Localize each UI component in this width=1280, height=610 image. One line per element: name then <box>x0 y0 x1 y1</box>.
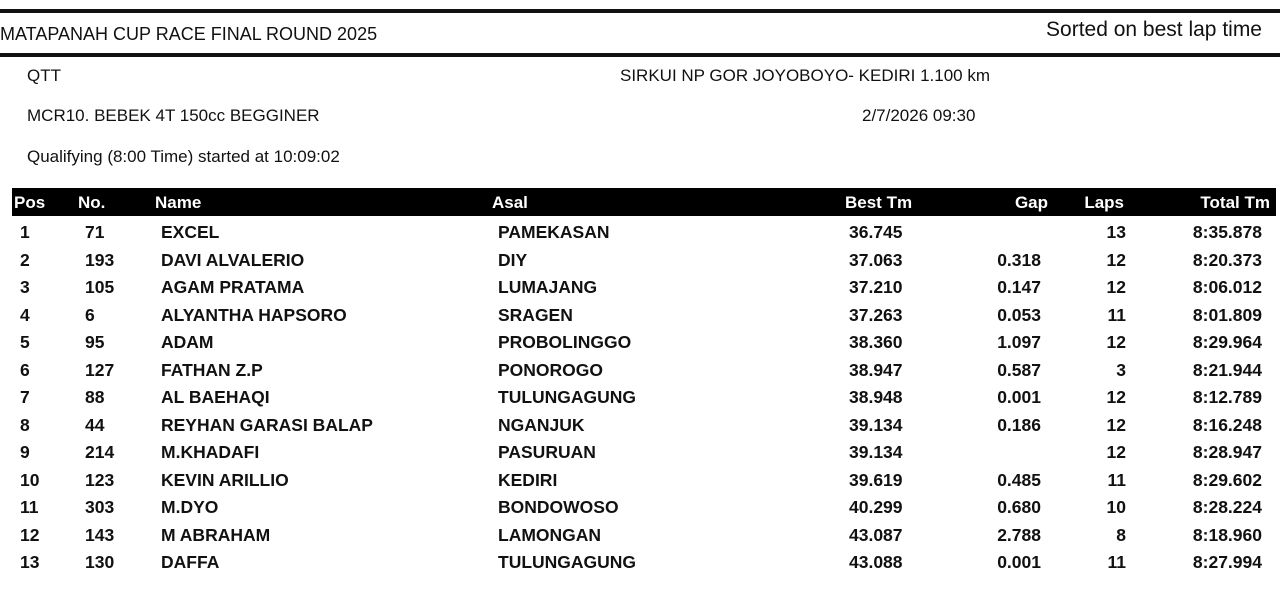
cell-total-time: 8:29.964 <box>1192 332 1262 352</box>
cell-pos: 13 <box>20 552 40 572</box>
table-row <box>12 328 1276 356</box>
results-table-body <box>12 218 1276 576</box>
cell-number: 105 <box>85 277 115 297</box>
session-type: QTT <box>27 66 61 85</box>
cell-best-time: 39.619 <box>849 469 903 490</box>
cell-laps: 12 <box>1106 332 1126 352</box>
table-row <box>12 301 1276 329</box>
cell-laps: 12 <box>1106 442 1126 462</box>
cell-gap: 0.001 <box>997 387 1041 407</box>
cell-gap: 0.680 <box>997 497 1041 517</box>
cell-pos: 3 <box>20 277 30 297</box>
col-header-origin: Asal <box>492 193 528 212</box>
col-header-laps: Laps <box>1084 193 1124 212</box>
cell-name: ADAM <box>161 332 214 352</box>
results-table-header <box>12 188 1276 216</box>
cell-pos: 10 <box>20 469 40 490</box>
cell-best-time: 37.063 <box>849 249 903 270</box>
table-row <box>12 466 1276 494</box>
cell-number: 127 <box>85 359 115 380</box>
cell-best-time: 36.745 <box>849 222 903 242</box>
header-divider <box>0 53 1280 57</box>
cell-pos: 7 <box>20 387 30 407</box>
cell-number: 95 <box>85 332 105 352</box>
cell-name: FATHAN Z.P <box>161 359 263 380</box>
cell-gap: 0.318 <box>997 249 1041 270</box>
cell-laps: 12 <box>1106 277 1126 297</box>
cell-origin: DIY <box>498 249 528 270</box>
cell-best-time: 40.299 <box>849 497 903 517</box>
cell-name: M ABRAHAM <box>161 524 271 545</box>
cell-best-time: 39.134 <box>849 414 903 435</box>
cell-origin: BONDOWOSO <box>498 497 619 517</box>
cell-number: 71 <box>85 222 105 242</box>
cell-laps: 8 <box>1116 524 1126 545</box>
session-start: Qualifying (8:00 Time) started at 10:09:02 <box>27 147 340 166</box>
col-header-gap: Gap <box>1014 193 1048 212</box>
cell-number: 123 <box>85 469 115 490</box>
cell-best-time: 38.947 <box>849 359 903 380</box>
col-header-best-time: Best Tm <box>845 193 913 212</box>
cell-gap: 1.097 <box>997 332 1041 352</box>
cell-origin: TULUNGAGUNG <box>498 552 637 572</box>
cell-origin: NGANJUK <box>498 414 585 435</box>
cell-best-time: 43.088 <box>849 552 903 572</box>
cell-number: 6 <box>85 304 95 325</box>
cell-total-time: 8:12.789 <box>1192 387 1262 407</box>
cell-total-time: 8:18.960 <box>1192 524 1262 545</box>
cell-origin: PONOROGO <box>498 359 604 380</box>
cell-total-time: 8:28.947 <box>1192 442 1262 462</box>
cell-total-time: 8:06.012 <box>1192 277 1262 297</box>
cell-pos: 9 <box>20 442 30 462</box>
cell-laps: 10 <box>1106 497 1126 517</box>
cell-gap: 0.001 <box>997 552 1041 572</box>
cell-total-time: 8:01.809 <box>1192 304 1262 325</box>
cell-gap: 0.147 <box>997 277 1041 297</box>
cell-laps: 11 <box>1107 304 1126 325</box>
table-row <box>12 438 1276 466</box>
cell-best-time: 38.948 <box>849 387 903 407</box>
cell-pos: 1 <box>20 222 30 242</box>
cell-total-time: 8:21.944 <box>1192 359 1262 380</box>
cell-origin: LUMAJANG <box>498 277 598 297</box>
table-row <box>12 548 1276 576</box>
sort-note: Sorted on best lap time <box>1046 18 1262 41</box>
cell-laps: 13 <box>1106 222 1126 242</box>
cell-name: KEVIN ARILLIO <box>161 469 289 490</box>
cell-name: AL BAEHAQI <box>161 387 270 407</box>
cell-best-time: 39.134 <box>849 442 903 462</box>
cell-origin: PAMEKASAN <box>498 222 610 242</box>
cell-total-time: 8:35.878 <box>1192 222 1262 242</box>
cell-gap: 0.186 <box>997 414 1041 435</box>
cell-origin: PASURUAN <box>498 442 596 462</box>
table-row <box>12 493 1276 521</box>
col-header-number: No. <box>78 193 106 212</box>
cell-name: M.DYO <box>161 497 219 517</box>
cell-number: 143 <box>85 524 115 545</box>
cell-total-time: 8:27.994 <box>1192 552 1262 572</box>
cell-number: 130 <box>85 552 115 572</box>
cell-laps: 3 <box>1116 359 1126 380</box>
class-name: MCR10. BEBEK 4T 150cc BEGGINER <box>27 106 320 125</box>
cell-number: 88 <box>85 387 105 407</box>
cell-name: REYHAN GARASI BALAP <box>161 414 373 435</box>
cell-best-time: 37.210 <box>849 277 903 297</box>
cell-origin: TULUNGAGUNG <box>498 387 637 407</box>
cell-origin: LAMONGAN <box>498 524 602 545</box>
circuit-name: SIRKUI NP GOR JOYOBOYO- KEDIRI 1.100 km <box>620 66 990 85</box>
cell-laps: 12 <box>1106 249 1126 270</box>
cell-number: 44 <box>85 414 105 435</box>
col-header-name: Name <box>155 193 202 212</box>
cell-pos: 5 <box>20 332 30 352</box>
table-row <box>12 356 1276 384</box>
cell-best-time: 37.263 <box>849 304 903 325</box>
cell-laps: 12 <box>1106 387 1126 407</box>
cell-total-time: 8:28.224 <box>1192 497 1262 517</box>
cell-best-time: 43.087 <box>849 524 903 545</box>
cell-name: DAVI ALVALERIO <box>161 249 305 270</box>
cell-name: DAFFA <box>161 552 220 572</box>
cell-pos: 11 <box>20 497 39 517</box>
cell-origin: PROBOLINGGO <box>498 332 632 352</box>
table-row <box>12 246 1276 274</box>
cell-origin: SRAGEN <box>498 304 573 325</box>
table-row <box>12 411 1276 439</box>
cell-best-time: 38.360 <box>849 332 903 352</box>
table-row <box>12 273 1276 301</box>
col-header-total-time: Total Tm <box>1200 193 1270 212</box>
cell-pos: 4 <box>20 304 30 325</box>
cell-total-time: 8:16.248 <box>1192 414 1262 435</box>
event-datetime: 2/7/2026 09:30 <box>862 106 976 125</box>
cell-laps: 12 <box>1106 414 1126 435</box>
cell-gap: 2.788 <box>997 524 1041 545</box>
cell-name: M.KHADAFI <box>161 442 260 462</box>
col-header-pos: Pos <box>14 193 46 212</box>
table-row <box>12 383 1276 411</box>
cell-number: 214 <box>85 442 115 462</box>
cell-gap: 0.485 <box>997 469 1041 490</box>
cell-laps: 11 <box>1107 469 1126 490</box>
table-row <box>12 521 1276 549</box>
cell-total-time: 8:20.373 <box>1192 249 1262 270</box>
cell-origin: KEDIRI <box>498 469 558 490</box>
cell-pos: 8 <box>20 414 30 435</box>
cell-gap: 0.053 <box>997 304 1041 325</box>
cell-number: 303 <box>85 497 115 517</box>
cell-number: 193 <box>85 249 115 270</box>
cell-pos: 12 <box>20 524 40 545</box>
cell-name: EXCEL <box>161 222 220 242</box>
cell-pos: 2 <box>20 249 30 270</box>
cell-gap: 0.587 <box>997 359 1041 380</box>
cell-name: ALYANTHA HAPSORO <box>161 304 347 325</box>
cell-pos: 6 <box>20 359 30 380</box>
table-row <box>12 218 1276 246</box>
cell-total-time: 8:29.602 <box>1192 469 1262 490</box>
top-divider <box>0 9 1280 13</box>
cell-name: AGAM PRATAMA <box>161 277 305 297</box>
cell-laps: 11 <box>1107 552 1126 572</box>
event-title: MATAPANAH CUP RACE FINAL ROUND 2025 <box>0 24 378 44</box>
